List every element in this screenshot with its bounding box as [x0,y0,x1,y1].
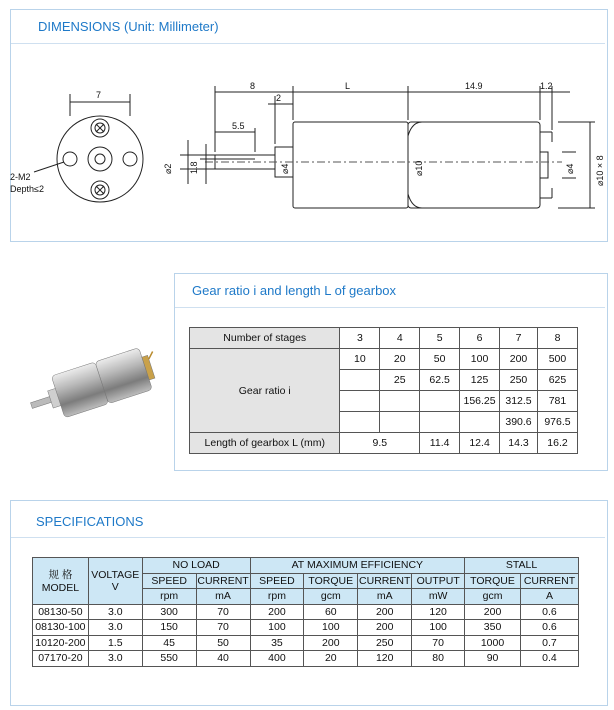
unit-cell: mA [196,589,250,605]
length-cell: 12.4 [460,433,500,454]
spec-cell: 200 [250,604,304,620]
dim-tail-len: 1.2 [540,81,553,91]
no-load-header: NO LOAD [142,558,250,574]
gear-header-line [175,307,605,308]
ratio-cell [380,391,420,412]
unit-cell: mA [358,589,412,605]
gear-ratio-table [189,327,578,454]
dim-body-dia: ⌀10 [414,160,424,176]
dimensions-title: DIMENSIONS (Unit: Millimeter) [38,19,219,34]
ratio-cell: 625 [537,370,577,391]
spec-cell: 200 [304,635,358,651]
ratio-cell [420,391,460,412]
spec-cell: 20 [304,651,358,667]
model-cn-label: 规 格 [48,569,73,582]
spec-cell: 3.0 [88,620,142,636]
spec-cell: 250 [358,635,412,651]
ratio-cell: 10 [340,349,380,370]
motor-photo [28,348,168,420]
ratio-cell: 125 [460,370,500,391]
spec-cell: 0.4 [520,651,578,667]
ratio-cell: 200 [500,349,538,370]
spec-cell: 1.5 [88,635,142,651]
ratio-cell: 25 [380,370,420,391]
spec-cell: 120 [412,604,465,620]
unit-cell: mW [412,589,465,605]
ratio-cell: 156.25 [460,391,500,412]
spec-cell: 3.0 [88,604,142,620]
spec-cell: 150 [142,620,196,636]
spec-cell: 350 [465,620,521,636]
ratio-cell: 20 [380,349,420,370]
spec-cell: 70 [196,620,250,636]
stage-cell: 8 [537,328,577,349]
spec-cell: 70 [412,635,465,651]
stage-cell: 5 [420,328,460,349]
ratio-cell: 781 [537,391,577,412]
length-cell: 9.5 [340,433,420,454]
unit-cell: A [520,589,578,605]
spec-cell: 550 [142,651,196,667]
spec-cell: 3.0 [88,651,142,667]
length-label: Length of gearbox L (mm) [190,433,340,454]
unit-cell: gcm [304,589,358,605]
sub-header: SPEED [250,573,304,589]
spec-cell: 400 [250,651,304,667]
dim-gear-len: L [345,81,351,91]
ratio-label: Gear ratio i [190,349,340,433]
ratio-cell: 62.5 [420,370,460,391]
spec-cell: 50 [196,635,250,651]
ratio-cell [340,391,380,412]
spec-cell: 45 [142,635,196,651]
dim-hole-depth: Depth≤2 [10,184,44,194]
spec-cell: 0.7 [520,635,578,651]
unit-cell: rpm [142,589,196,605]
voltage-label: VOLTAGE [91,568,140,581]
ratio-cell: 100 [460,349,500,370]
ratio-cell [340,412,380,433]
dimension-drawing [10,44,606,240]
voltage-header [88,558,142,605]
dim-motor-len: 14.9 [465,81,483,91]
spec-cell: 0.6 [520,620,578,636]
spec-cell: 120 [358,651,412,667]
table-row [33,635,579,651]
stages-row [190,328,578,349]
length-cell: 11.4 [420,433,460,454]
max-eff-header: AT MAXIMUM EFFICIENCY [250,558,465,574]
unit-cell: gcm [465,589,521,605]
spec-cell: 70 [196,604,250,620]
spec-cell: 300 [142,604,196,620]
specs-title: SPECIFICATIONS [36,514,144,529]
spec-cell: 08130-50 [33,604,89,620]
voltage-unit: V [111,580,119,593]
table-row [33,651,579,667]
ratio-cell [420,412,460,433]
ratio-cell: 250 [500,370,538,391]
model-header [33,558,89,605]
spec-cell: 60 [304,604,358,620]
spec-cell: 07170-20 [33,651,89,667]
dim-hole-spec: 2-M2 [10,172,31,182]
spec-cell: 35 [250,635,304,651]
dim-flat-pos: 5.5 [232,121,245,131]
table-row [33,620,579,636]
spec-cell: 10120-200 [33,635,89,651]
dim-boss-dia: ⌀4 [280,163,290,174]
ratio-cell: 500 [537,349,577,370]
spec-cell: 90 [465,651,521,667]
spec-cell: 08130-100 [33,620,89,636]
model-label: MODEL [41,582,80,595]
sub-header: CURRENT [359,574,411,587]
dim-flat-dia: 1.8 [189,161,199,174]
spec-cell: 200 [465,604,521,620]
sub-header: CURRENT [197,574,249,587]
stage-cell: 6 [460,328,500,349]
spec-cell: 100 [412,620,465,636]
dim-rear-section: ⌀10 × 8 [595,155,605,186]
ratio-cell: 976.5 [537,412,577,433]
spec-header-row [33,558,579,574]
sub-header: CURRENT [520,573,578,589]
sub-header: OUTPUT [412,573,465,589]
stage-cell: 4 [380,328,420,349]
dim-flat-len: 2 [276,93,282,103]
specs-table [32,557,579,667]
spec-cell: 0.6 [520,604,578,620]
spec-cell: 200 [358,604,412,620]
length-cell: 16.2 [537,433,577,454]
ratio-row [190,349,578,370]
dim-front-width: 7 [96,90,102,100]
dim-shaft-len: 8 [250,81,256,91]
table-row [33,604,579,620]
spec-cell: 100 [304,620,358,636]
length-cell: 14.3 [500,433,538,454]
spec-cell: 200 [358,620,412,636]
ratio-cell: 390.6 [500,412,538,433]
specs-header-line [11,537,605,538]
stage-cell: 3 [340,328,380,349]
length-row [190,433,578,454]
dim-rear-boss-dia: ⌀4 [565,163,575,174]
spec-cell: 100 [250,620,304,636]
ratio-cell: 50 [420,349,460,370]
sub-header: TORQUE [465,573,521,589]
stages-label: Number of stages [190,328,340,349]
dim-shaft-dia: ⌀2 [163,163,173,174]
sub-header: TORQUE [304,573,358,589]
ratio-cell [380,412,420,433]
sub-header: SPEED [142,573,196,589]
gear-ratio-title: Gear ratio i and length L of gearbox [192,283,397,298]
stall-header: STALL [465,558,579,574]
stage-cell: 7 [500,328,538,349]
spec-cell: 40 [196,651,250,667]
unit-cell: rpm [250,589,304,605]
ratio-cell: 312.5 [500,391,538,412]
ratio-cell [460,412,500,433]
ratio-cell [340,370,380,391]
spec-cell: 80 [412,651,465,667]
spec-cell: 1000 [465,635,521,651]
